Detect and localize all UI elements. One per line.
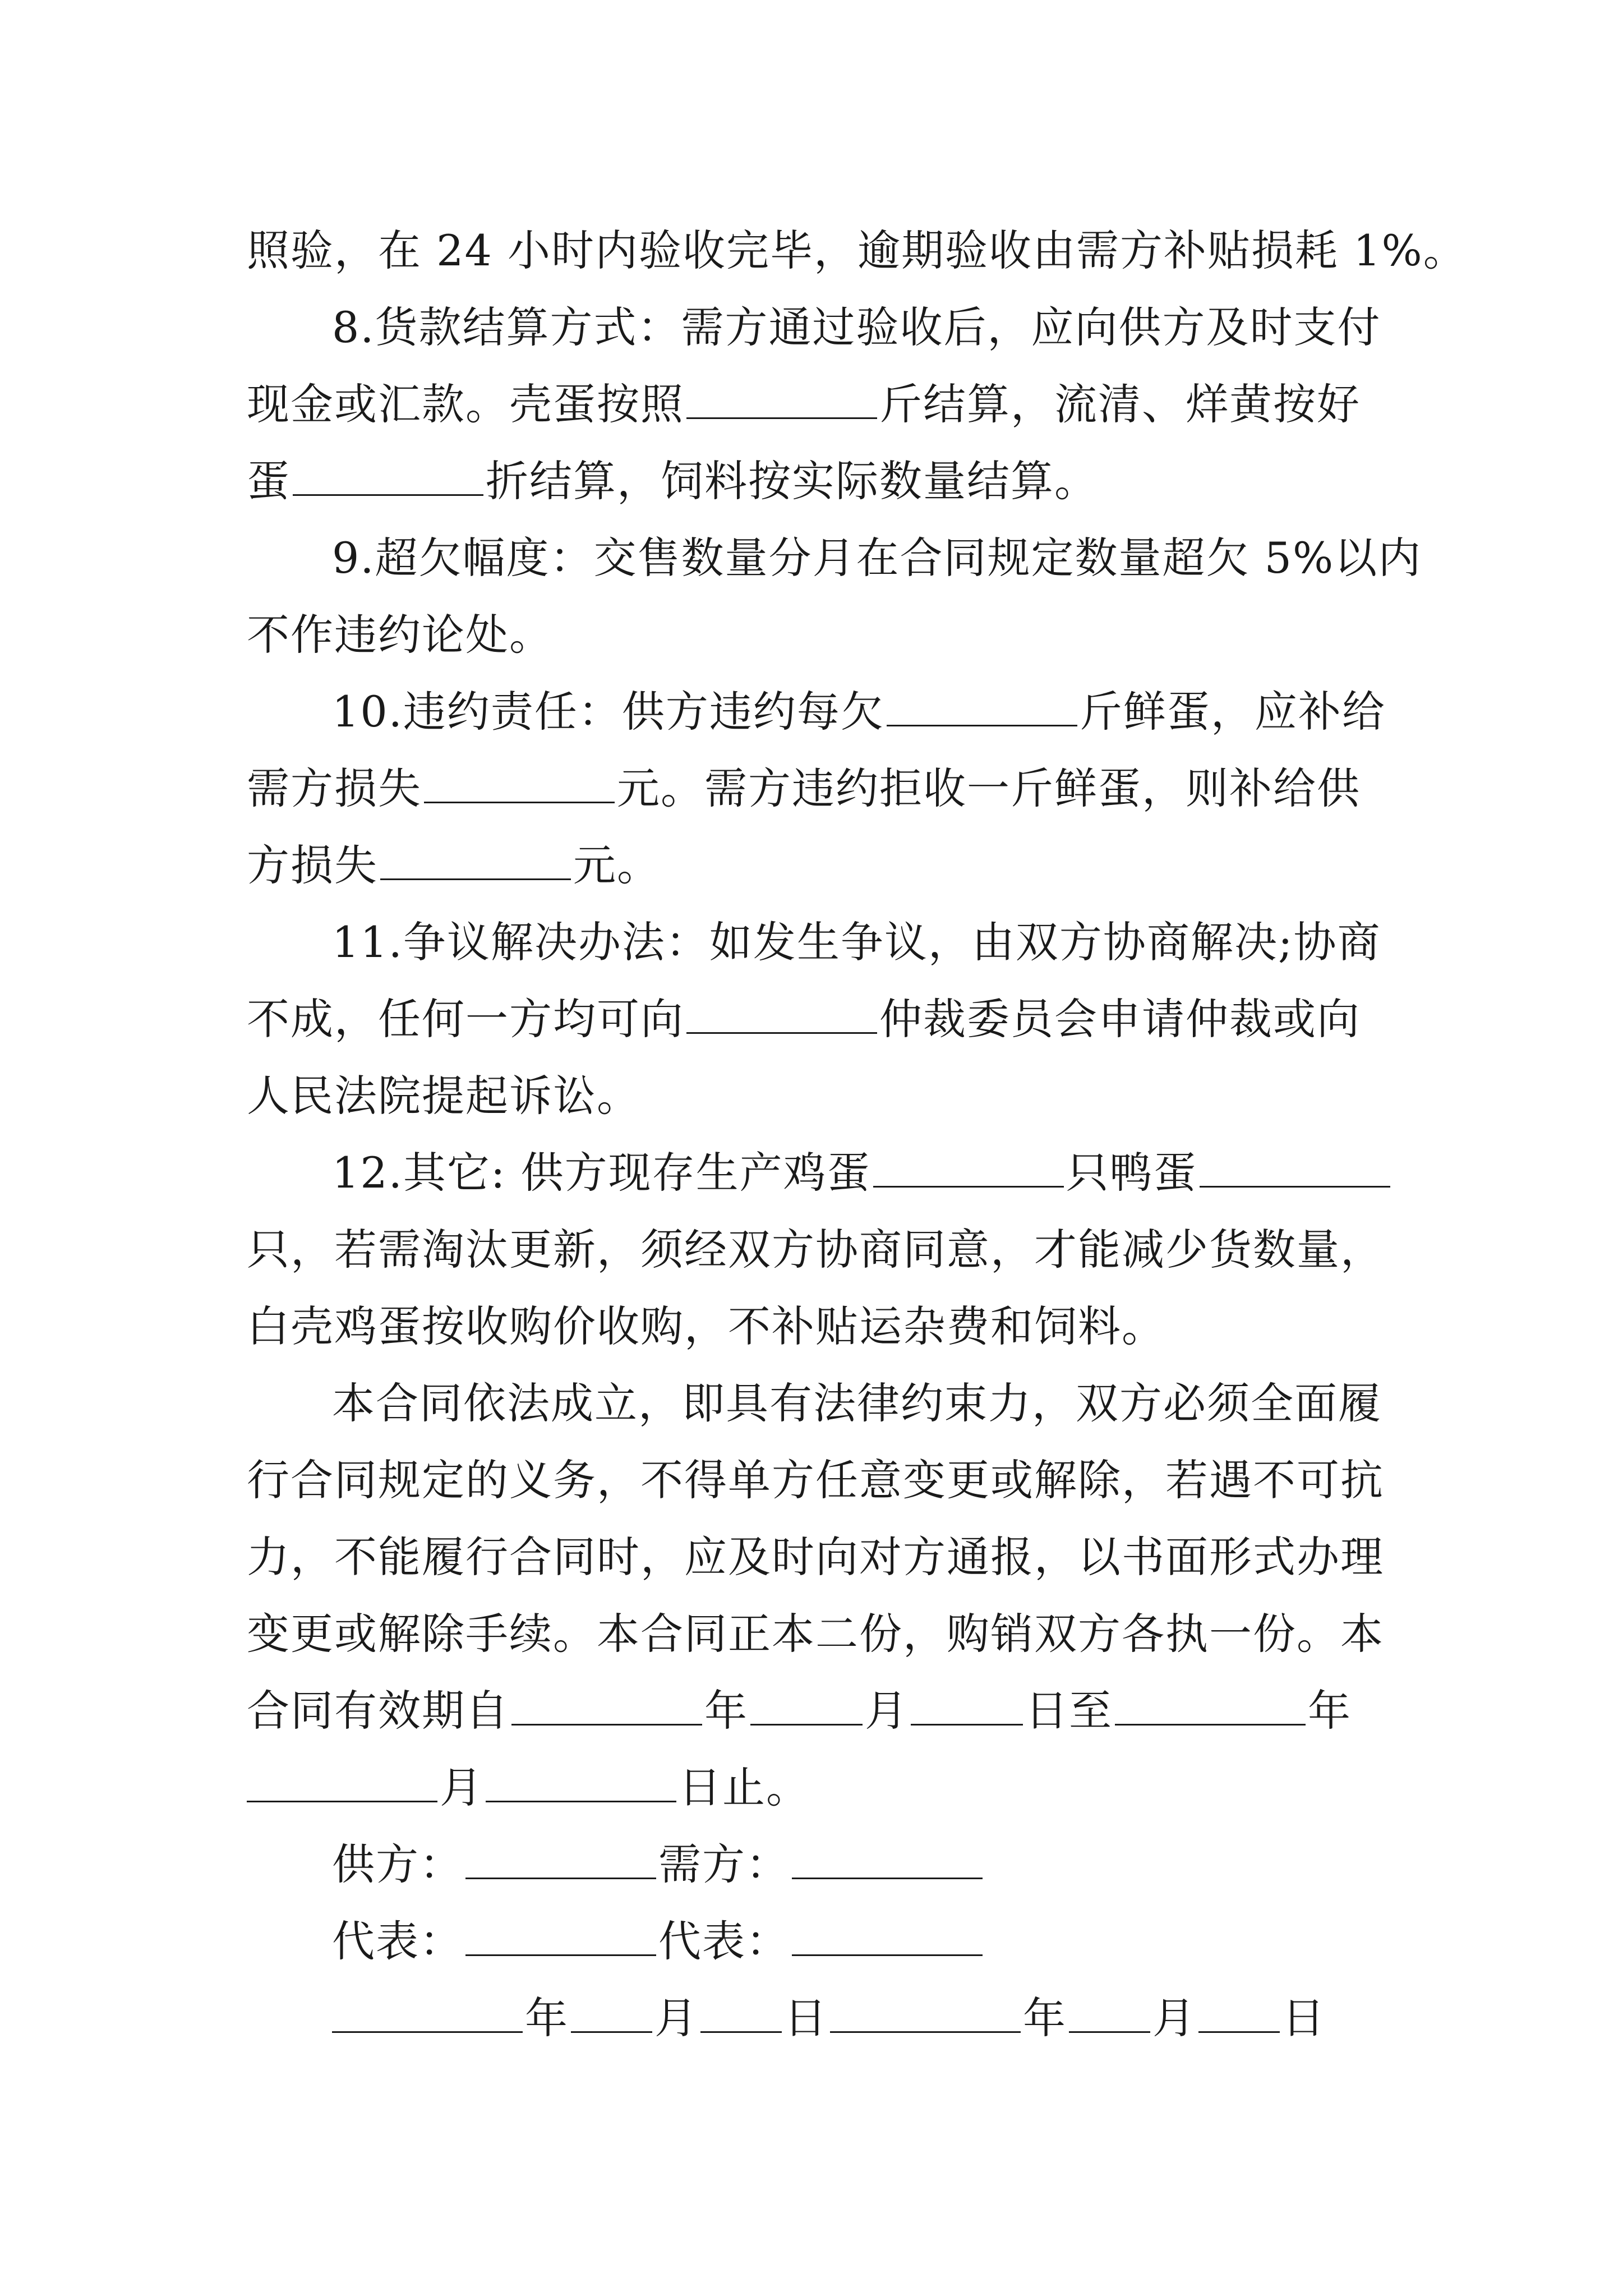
buyer-label: 需方：	[658, 1839, 790, 1889]
paragraph-line	[247, 1672, 1396, 1749]
supplier-label: 供方：	[332, 1839, 463, 1889]
paragraph-line	[247, 519, 1422, 596]
date-unit: 月	[654, 1993, 698, 2043]
blank-field[interactable]	[486, 1757, 676, 1802]
date-unit: 日止。	[679, 1763, 810, 1812]
clause-8-text: 斤结算，流清、烊黄按好	[879, 379, 1361, 429]
signature-row	[247, 1903, 1396, 1980]
paragraph-line	[247, 1749, 1396, 1826]
clause-8-text: 现金或汇款。壳蛋按照	[247, 379, 684, 429]
closing-text: 行合同规定的义务，不得单方任意变更或解除，若遇不可抗	[247, 1455, 1384, 1505]
signature-date-row	[247, 1980, 1396, 2056]
clause-10-text: 需方损失	[247, 763, 422, 813]
paragraph-line	[247, 1211, 1396, 1288]
paragraph-line	[247, 750, 1396, 827]
paragraph-line	[247, 1595, 1396, 1672]
paragraph-line	[247, 212, 1467, 289]
date-unit: 日	[784, 1993, 828, 2043]
date-unit: 月	[865, 1686, 909, 1736]
date-unit: 月	[440, 1763, 483, 1812]
blank-field[interactable]	[1198, 1987, 1280, 2033]
blank-field[interactable]	[1069, 1987, 1150, 2033]
blank-field[interactable]	[1115, 1680, 1306, 1726]
supplier-field[interactable]	[465, 1834, 656, 1879]
supplier-rep-label: 代表：	[332, 1916, 463, 1966]
signature-row	[247, 1826, 1396, 1903]
clause-10-text: 斤鲜蛋，应补给	[1079, 687, 1386, 737]
paragraph-line	[247, 596, 1396, 673]
blank-field[interactable]	[873, 1142, 1064, 1188]
paragraph-line	[247, 1442, 1396, 1519]
blank-field[interactable]	[511, 1680, 702, 1726]
date-unit: 日	[1282, 1993, 1326, 2043]
buyer-rep-label: 代表：	[658, 1916, 790, 1966]
paragraph-line	[247, 289, 1396, 366]
blank-field[interactable]	[571, 1987, 652, 2033]
paragraph-line	[247, 1057, 1396, 1134]
date-unit: 月	[1152, 1993, 1196, 2043]
clause-9-heading: 9.超欠幅度：交售数量分月在合同规定数量超欠 5%以内	[332, 533, 1422, 583]
clause-12-text: 白壳鸡蛋按收购价收购，不补贴运杂费和饲料。	[247, 1301, 1165, 1351]
buyer-rep-field[interactable]	[792, 1911, 983, 1956]
clause-11-heading: 11.争议解决办法：如发生争议，由双方协商解决;协商	[332, 917, 1381, 967]
clause-11-text: 不成，任何一方均可向	[247, 994, 684, 1044]
blank-field[interactable]	[293, 450, 483, 496]
paragraph-line	[247, 1365, 1396, 1442]
blank-field[interactable]	[686, 374, 877, 419]
paragraph-line	[247, 366, 1396, 443]
blank-field[interactable]	[750, 1680, 863, 1726]
supplier-rep-field[interactable]	[465, 1911, 656, 1956]
date-unit: 年	[1023, 1993, 1067, 2043]
clause-10-text: 元。需方违约拒收一斤鲜蛋，则补给供	[617, 763, 1361, 813]
date-unit: 年	[525, 1993, 569, 2043]
clause-10-text: 元。	[573, 840, 661, 890]
validity-label: 合同有效期自	[247, 1686, 509, 1736]
blank-field[interactable]	[424, 758, 615, 803]
blank-field[interactable]	[700, 1987, 782, 2033]
clause-12-heading: 12.其它: 供方现存生产鸡蛋	[332, 1148, 871, 1198]
paragraph-line	[247, 1288, 1396, 1365]
closing-text: 本合同依法成立，即具有法律约束力，双方必须全面履	[332, 1378, 1382, 1428]
blank-field[interactable]	[1200, 1142, 1390, 1188]
paragraph-line	[247, 673, 1396, 750]
closing-text: 力，不能履行合同时，应及时向对方通报，以书面形式办理	[247, 1532, 1384, 1582]
clause-8-text: 折结算，饲料按实际数量结算。	[486, 456, 1098, 506]
clause-11-text: 人民法院提起诉讼。	[247, 1071, 640, 1121]
buyer-field[interactable]	[792, 1834, 983, 1879]
blank-field[interactable]	[887, 681, 1077, 726]
paragraph-line	[247, 1519, 1396, 1595]
blank-field[interactable]	[686, 988, 877, 1034]
clause-12-text: 只鸭蛋	[1066, 1148, 1197, 1198]
clause-12-text: 只，若需淘汰更新，须经双方协商同意，才能减少货数量，	[247, 1225, 1384, 1274]
blank-field[interactable]	[380, 835, 571, 880]
clause-9-text: 不作违约论处。	[247, 610, 553, 660]
blank-field[interactable]	[911, 1680, 1023, 1726]
paragraph-line	[247, 904, 1396, 981]
paragraph-line	[247, 1134, 1396, 1211]
clause-11-text: 仲裁委员会申请仲裁或向	[879, 994, 1361, 1044]
clause-10-heading: 10.违约责任：供方违约每欠	[332, 687, 884, 737]
date-unit: 年	[1308, 1686, 1352, 1736]
clause-8-text: 蛋	[247, 456, 291, 506]
date-unit: 日至	[1025, 1686, 1113, 1736]
clause-8-heading: 8.货款结算方式：需方通过验收后，应向供方及时支付	[332, 302, 1381, 352]
blank-field[interactable]	[247, 1757, 437, 1802]
paragraph-line	[247, 443, 1396, 519]
blank-field[interactable]	[332, 1987, 523, 2033]
paragraph-line	[247, 981, 1396, 1057]
blank-field[interactable]	[830, 1987, 1021, 2033]
paragraph-line	[247, 827, 1396, 904]
clause-7-tail: 照验，在 24 小时内验收完毕，逾期验收由需方补贴损耗 1%。	[247, 226, 1467, 275]
date-unit: 年	[704, 1686, 748, 1736]
document-body	[247, 212, 1467, 2056]
clause-10-text: 方损失	[247, 840, 378, 890]
closing-text: 变更或解除手续。本合同正本二份，购销双方各执一份。本	[247, 1609, 1384, 1659]
